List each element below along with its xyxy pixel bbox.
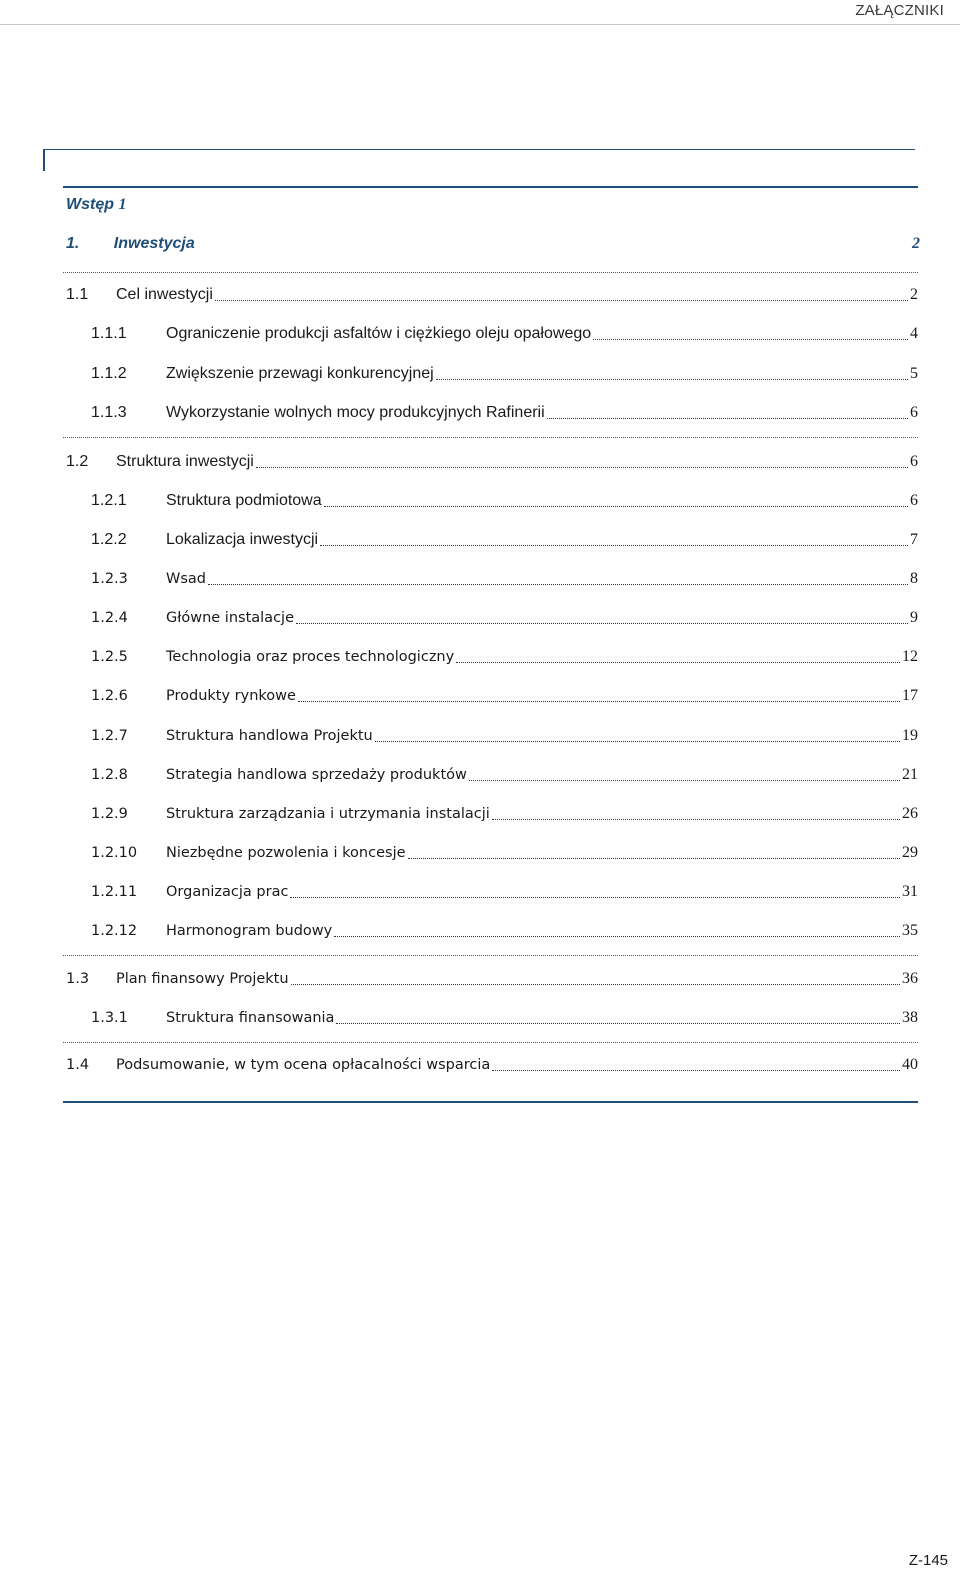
toc-entry[interactable] [66, 451, 918, 473]
toc-leader [256, 467, 908, 468]
toc-entry[interactable] [91, 363, 918, 385]
toc-leader [324, 506, 908, 507]
toc-entry-page: 6 [910, 453, 918, 470]
toc-entry-page: 2 [910, 286, 918, 303]
toc-entry-num: 1.2.12 [91, 923, 138, 939]
toc-leader [208, 584, 908, 585]
toc-leader [298, 701, 900, 702]
toc-entry-num: 1.1 [66, 286, 89, 303]
toc-entry-title: Wykorzystanie wolnych mocy produkcyjnych Rafinerii [166, 404, 545, 421]
page-header [0, 0, 960, 25]
toc-chapter-1-page: 2 [912, 235, 920, 252]
toc-entry-page: 31 [902, 883, 918, 900]
toc-bottom-rule [63, 1101, 918, 1103]
toc-entry-title: Zwiększenie przewagi konkurencyjnej [166, 365, 434, 382]
toc-entry-page: 6 [910, 492, 918, 509]
toc-entry[interactable] [91, 490, 918, 512]
toc-entry-num: 1.1.2 [91, 365, 127, 382]
toc-separator [63, 437, 918, 438]
toc-leader [492, 819, 900, 820]
toc-entry-title: Struktura podmiotowa [166, 492, 322, 509]
page-number: Z-145 [908, 1552, 948, 1569]
toc-entry-num: 1.3 [66, 971, 90, 987]
toc-entry-title: Główne instalacje [166, 610, 294, 626]
toc-separator [63, 955, 918, 956]
toc-intro[interactable] [66, 196, 126, 214]
toc-entry[interactable] [66, 1054, 918, 1076]
toc-entry-num: 1.2.5 [91, 649, 128, 665]
toc-entry[interactable] [91, 607, 918, 629]
toc-entry-num: 1.2.11 [91, 884, 138, 900]
toc-entry-title: Lokalizacja inwestycji [166, 531, 319, 548]
toc-separator [63, 1042, 918, 1043]
toc-entry[interactable] [91, 1007, 918, 1029]
toc-entry-page: 8 [910, 570, 918, 587]
toc-entry[interactable] [91, 568, 918, 590]
frame-rule [43, 149, 915, 150]
toc-entry-num: 1.2.2 [91, 531, 127, 548]
toc-separator [63, 272, 918, 273]
toc-entry-page: 6 [910, 404, 918, 421]
toc-entry-title: Struktura inwestycji [116, 453, 254, 470]
toc-entry-title: Cel inwestycji [116, 286, 213, 303]
toc-leader [320, 545, 908, 546]
toc-entry-num: 1.1.1 [91, 325, 127, 342]
toc-entry[interactable] [91, 842, 918, 864]
toc-entry-page: 9 [910, 609, 918, 626]
toc-entry[interactable] [66, 284, 918, 306]
toc-entry[interactable] [91, 323, 918, 345]
toc-intro-title: Wstęp [66, 196, 114, 213]
toc-entry[interactable] [91, 881, 918, 903]
toc-entry-page: 4 [910, 325, 918, 342]
toc-entry-page: 12 [902, 648, 918, 665]
toc-entry-num: 1.2.6 [91, 688, 128, 704]
toc-leader [291, 984, 900, 985]
toc-entry-num: 1.2.8 [91, 767, 128, 783]
toc-entry[interactable] [91, 920, 918, 942]
toc-entry[interactable] [91, 685, 918, 707]
toc-entry-num: 1.2.4 [91, 610, 128, 626]
toc-entry[interactable] [91, 764, 918, 786]
toc-leader [469, 780, 900, 781]
toc-entry-num: 1.2.1 [91, 492, 127, 509]
toc-entry-num: 1.2 [66, 453, 89, 470]
toc-entry[interactable] [91, 646, 918, 668]
toc-leader [375, 741, 900, 742]
toc-entry-page: 29 [902, 844, 918, 861]
toc-leader [547, 418, 908, 419]
toc-leader [334, 936, 900, 937]
toc-entry-page: 38 [902, 1009, 918, 1026]
toc-leader [408, 858, 900, 859]
toc-entry[interactable] [91, 725, 918, 747]
toc-entry-page: 19 [902, 727, 918, 744]
toc-entry[interactable] [91, 803, 918, 825]
frame-left-edge [43, 149, 45, 171]
toc-leader [593, 339, 908, 340]
toc-leader [492, 1070, 900, 1071]
toc-entry-title: Organizacja prac [166, 884, 289, 900]
toc-chapter-1-title: Inwestycja [113, 235, 195, 252]
toc-entry-page: 21 [902, 766, 918, 783]
toc-leader [290, 897, 900, 898]
toc-entry-title: Struktura finansowania [166, 1010, 335, 1026]
toc-entry-page: 40 [902, 1056, 918, 1073]
toc-leader [336, 1023, 900, 1024]
toc-leader [215, 300, 908, 301]
toc-entry-title: Niezbędne pozwolenia i koncesje [166, 845, 406, 861]
toc-entry-title: Technologia oraz proces technologiczny [166, 649, 455, 665]
toc-entry-page: 36 [902, 970, 918, 987]
toc-top-rule [63, 186, 918, 188]
toc-entry-title: Harmonogram budowy [166, 923, 333, 939]
toc-entry-page: 35 [902, 922, 918, 939]
toc-leader [296, 623, 908, 624]
toc-entry-page: 5 [910, 365, 918, 382]
toc-chapter-1[interactable] [66, 235, 195, 253]
toc-entry-title: Plan finansowy Projektu [116, 971, 289, 987]
toc-entry[interactable] [91, 529, 918, 551]
toc-chapter-1-num: 1. [66, 235, 80, 252]
toc-leader [436, 379, 908, 380]
toc-entry-num: 1.2.3 [91, 571, 128, 587]
toc-intro-page: 1 [118, 196, 127, 213]
toc-entry-title: Struktura handlowa Projektu [166, 728, 373, 744]
toc-leader [456, 662, 900, 663]
toc-entry-page: 17 [902, 687, 918, 704]
toc-entry-num: 1.3.1 [91, 1010, 128, 1026]
toc-entry-title: Produkty rynkowe [166, 688, 296, 704]
toc-entry-page: 26 [902, 805, 918, 822]
toc-entry-title: Wsad [166, 571, 206, 587]
toc-entry-num: 1.1.3 [91, 404, 127, 421]
toc-entry-title: Struktura zarządzania i utrzymania instalacji [166, 806, 490, 822]
toc-entry-page: 7 [910, 531, 918, 548]
toc-entry-num: 1.2.9 [91, 806, 128, 822]
toc-entry-num: 1.2.7 [91, 728, 128, 744]
toc-entry-title: Podsumowanie, w tym ocena opłacalności wsparcia [116, 1057, 491, 1073]
toc-entry-title: Strategia handlowa sprzedaży produktów [166, 767, 467, 783]
toc-entry-num: 1.4 [66, 1057, 90, 1073]
section-label: ZAŁĄCZNIKI [855, 2, 944, 19]
toc-entry-num: 1.2.10 [91, 845, 138, 861]
toc-entry[interactable] [66, 968, 918, 990]
toc-entry[interactable] [91, 402, 918, 424]
toc-entry-title: Ograniczenie produkcji asfaltów i ciężkiego oleju opałowego [166, 325, 592, 342]
